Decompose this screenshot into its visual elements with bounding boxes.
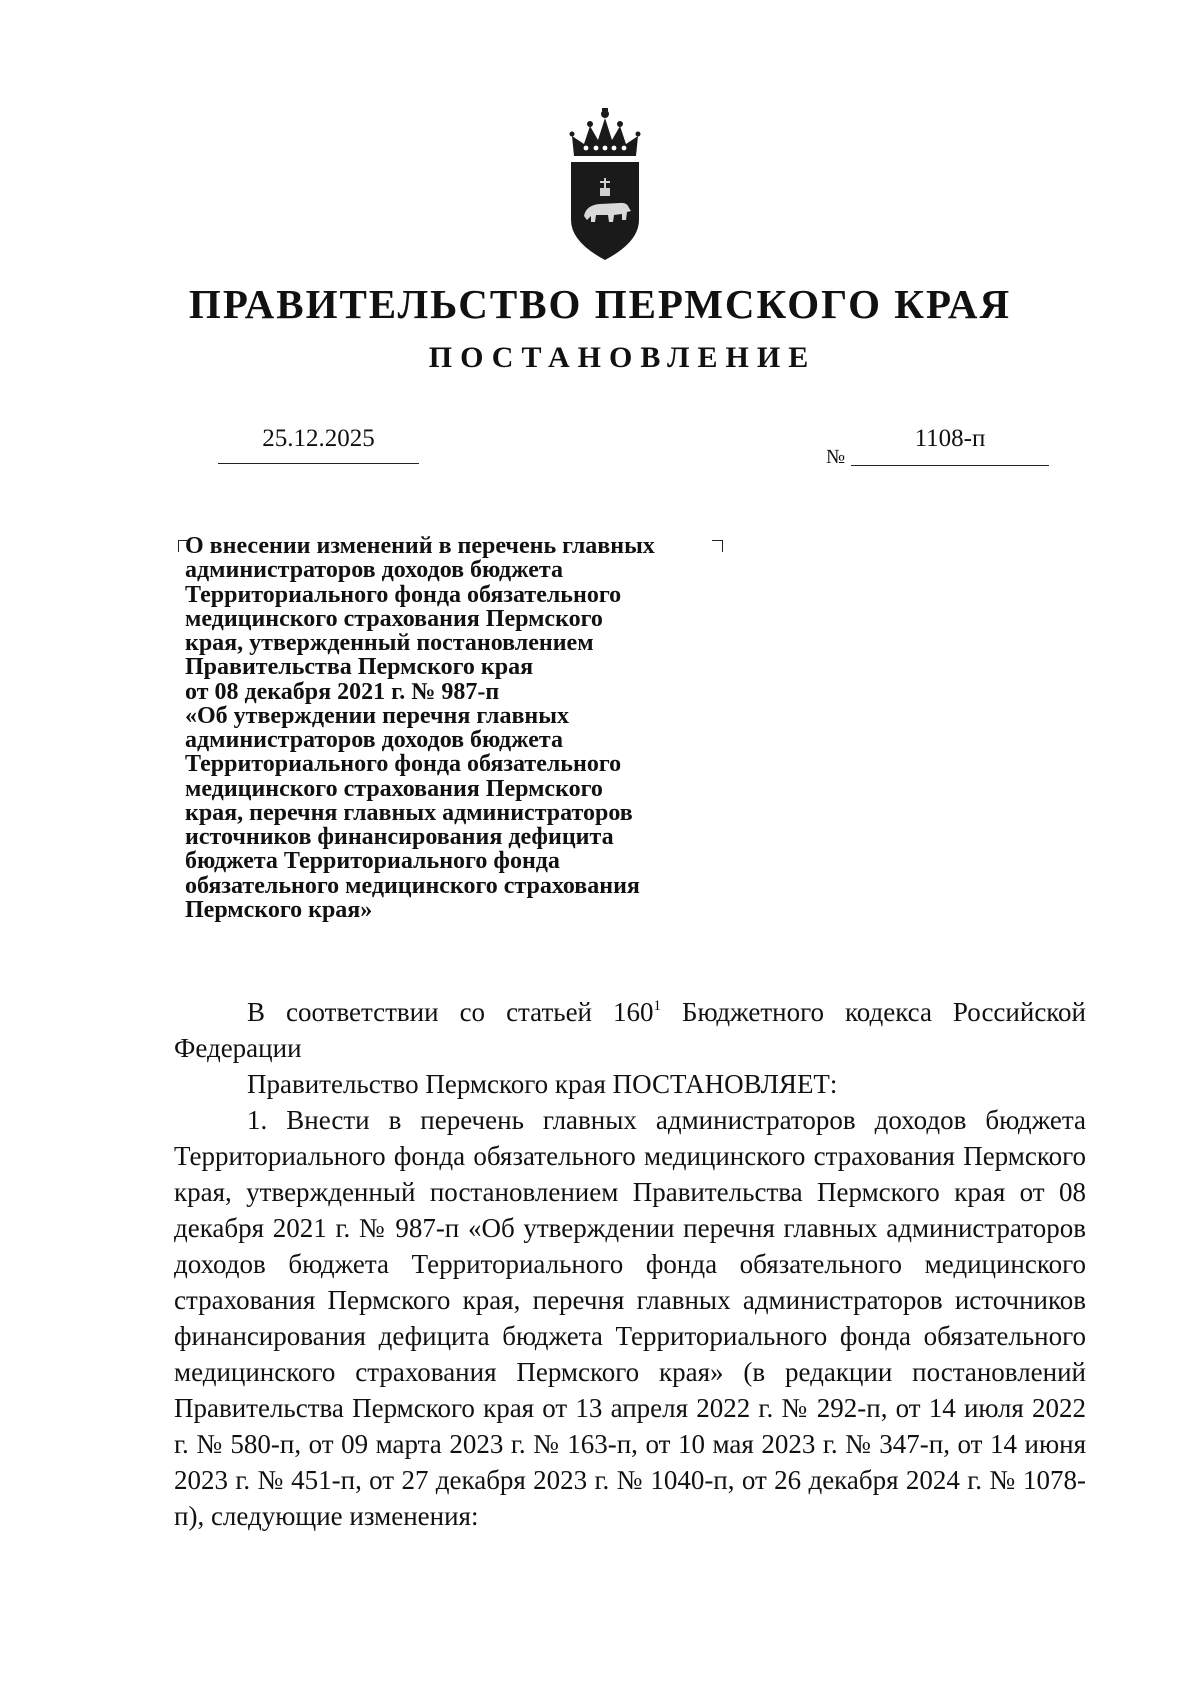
document-number: 1108-п	[851, 423, 1049, 466]
legal-basis-text-end: Бюджетного кодекса Российской Федерации	[174, 997, 1086, 1063]
legal-basis-text: В соответствии со статьей 160	[247, 997, 654, 1027]
heading-line: О внесении изменений в перечень главных	[185, 533, 655, 559]
number-sign: №	[826, 446, 846, 468]
article-superscript: 1	[653, 998, 662, 1014]
paragraph-resolves: Правительство Пермского края ПОСТАНОВЛЯЕТ:	[247, 1069, 838, 1099]
heading-line: администраторов доходов бюджета	[185, 727, 563, 753]
heading-line: администраторов доходов бюджета	[185, 557, 563, 584]
heading-line: Пермского края»	[185, 896, 373, 923]
coat-of-arms-icon	[566, 108, 644, 260]
heading-line: края, утвержденный постановлением	[185, 630, 594, 656]
paragraph-legal-basis	[174, 994, 1086, 1066]
heading-line: «Об утверждении перечня главных	[185, 702, 569, 729]
heading-line: медицинского страхования Пермского	[185, 605, 603, 632]
heading-line: источников финансирования дефицита	[185, 824, 614, 850]
heading-line: от 08 декабря 2021 г. № 987-п	[185, 678, 500, 705]
document-type: ПОСТАНОВЛЕНИЕ	[428, 341, 817, 374]
organization-title: ПРАВИТЕЛЬСТВО ПЕРМСКОГО КРАЯ	[188, 281, 1012, 327]
heading-line: Территориального фонда обязательного	[185, 751, 622, 778]
document-heading	[185, 534, 785, 922]
heading-line: Территориального фонда обязательного	[185, 581, 622, 608]
document-body	[174, 994, 1086, 1534]
heading-line: медицинского страхования Пермского	[185, 775, 603, 802]
heading-line: Правительства Пермского края	[185, 654, 534, 681]
heading-line: края, перечня главных администраторов	[185, 799, 633, 826]
paragraph-item-1: 1. Внести в перечень главных администраторов доходов бюджета Территориального фонда обязательного медицинского страхования Пермского края, утвержденный постановлением Правительства Пермского края от 08 декабря 2021 г. № 987-п «Об утверждении перечня главных администраторов доходов бюджета Территориального фонда обязательного медицинского страхования Пермского края, перечня главных администраторов источников финансирования дефицита бюджета Территориального фонда обязательного медицинского страхования Пермского края» (в редакции постановлений Правительства Пермского края от 13 апреля 2022 г. № 292-п, от 14 июля 2022 г. № 580-п, от 09 марта 2023 г. № 163-п, от 10 мая 2023 г. № 347-п, от 14 июня 2023 г. № 451-п, от 27 декабря 2023 г. № 1040-п, от 26 декабря 2024 г. № 1078-п), следующие изменения:	[174, 1105, 1086, 1531]
heading-line: бюджета Территориального фонда	[185, 848, 560, 875]
document-date: 25.12.2025	[218, 423, 419, 464]
heading-line: обязательного медицинского страхования	[185, 872, 640, 899]
